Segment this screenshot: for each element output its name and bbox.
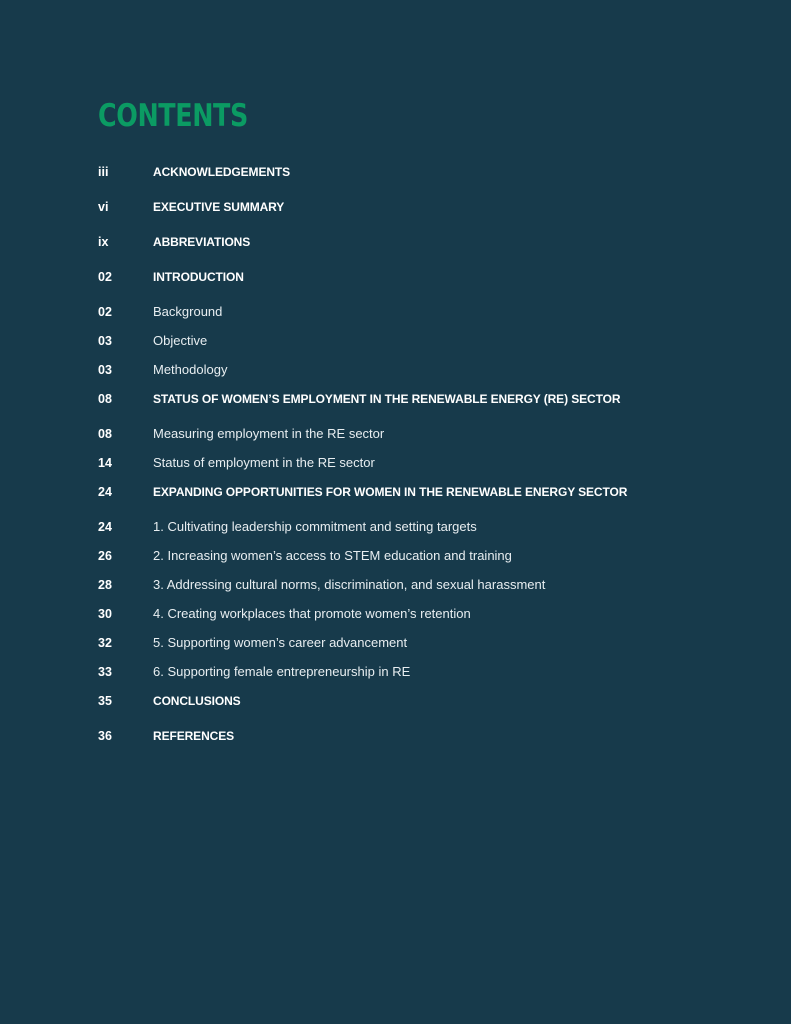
toc-entry-label: Background [153, 304, 223, 319]
toc-entry-female-entrepreneurship[interactable] [98, 662, 738, 691]
toc-page-number: 28 [98, 578, 112, 592]
toc-entry-executive-summary[interactable] [98, 197, 738, 232]
toc-page-number: 02 [98, 270, 112, 284]
toc-page-number: 24 [98, 520, 112, 534]
toc-entry-expanding-opportunities[interactable] [98, 482, 738, 517]
toc-page-number: 24 [98, 485, 112, 499]
toc-entry-label: 4. Creating workplaces that promote women’s retention [153, 606, 471, 621]
toc-entry-label: CONCLUSIONS [153, 694, 241, 708]
toc-page-number: 32 [98, 636, 112, 650]
toc-entry-label: 6. Supporting female entrepreneurship in RE [153, 664, 411, 679]
toc-entry-label: ABBREVIATIONS [153, 235, 251, 249]
toc-page-number: 02 [98, 305, 112, 319]
toc-entry-label: Methodology [153, 362, 228, 377]
toc-page-number: 35 [98, 694, 112, 708]
toc-page-number: 33 [98, 665, 112, 679]
toc-entry-acknowledgements[interactable] [98, 162, 738, 197]
toc-entry-label: EXECUTIVE SUMMARY [153, 200, 285, 214]
table-of-contents [98, 162, 738, 761]
toc-entry-label: 2. Increasing women’s access to STEM education and training [153, 548, 512, 563]
toc-page-number: ix [98, 235, 109, 249]
toc-page-number: 08 [98, 427, 112, 441]
toc-entry-workplace-retention[interactable] [98, 604, 738, 633]
toc-entry-introduction[interactable] [98, 267, 738, 302]
toc-entry-background[interactable] [98, 302, 738, 331]
toc-entry-label: STATUS OF WOMEN’S EMPLOYMENT IN THE RENEWABLE ENERGY (RE) SECTOR [153, 392, 621, 406]
toc-page-number: 36 [98, 729, 112, 743]
toc-entry-stem-access[interactable] [98, 546, 738, 575]
toc-entry-label: 1. Cultivating leadership commitment and setting targets [153, 519, 477, 534]
toc-page-number: 03 [98, 363, 112, 377]
toc-page-number: 08 [98, 392, 112, 406]
toc-entry-references[interactable] [98, 726, 738, 761]
toc-entry-conclusions[interactable] [98, 691, 738, 726]
toc-entry-label: EXPANDING OPPORTUNITIES FOR WOMEN IN THE RENEWABLE ENERGY SECTOR [153, 485, 628, 499]
toc-entry-label: Objective [153, 333, 208, 348]
toc-page-number: 14 [98, 456, 112, 470]
toc-entry-objective[interactable] [98, 331, 738, 360]
toc-entry-abbreviations[interactable] [98, 232, 738, 267]
toc-page-number: 26 [98, 549, 112, 563]
toc-entry-leadership-commitment[interactable] [98, 517, 738, 546]
toc-entry-cultural-norms[interactable] [98, 575, 738, 604]
toc-page-number: iii [98, 165, 109, 179]
toc-entry-methodology[interactable] [98, 360, 738, 389]
toc-entry-label: Status of employment in the RE sector [153, 455, 375, 470]
toc-entry-measuring-employment[interactable] [98, 424, 738, 453]
toc-entry-label: INTRODUCTION [153, 270, 244, 284]
page-title: CONTENTS [98, 98, 248, 134]
toc-page-number: 30 [98, 607, 112, 621]
toc-entry-label: ACKNOWLEDGEMENTS [153, 165, 291, 179]
toc-entry-label: REFERENCES [153, 729, 235, 743]
toc-entry-status-of-re-employment[interactable] [98, 453, 738, 482]
toc-entry-status-of-employment[interactable] [98, 389, 738, 424]
toc-entry-label: 5. Supporting women’s career advancement [153, 635, 408, 650]
toc-page-number: vi [98, 200, 109, 214]
toc-entry-label: Measuring employment in the RE sector [153, 426, 385, 441]
toc-page-number: 03 [98, 334, 112, 348]
toc-entry-career-advancement[interactable] [98, 633, 738, 662]
toc-entry-label: 3. Addressing cultural norms, discrimination, and sexual harassment [153, 577, 546, 592]
